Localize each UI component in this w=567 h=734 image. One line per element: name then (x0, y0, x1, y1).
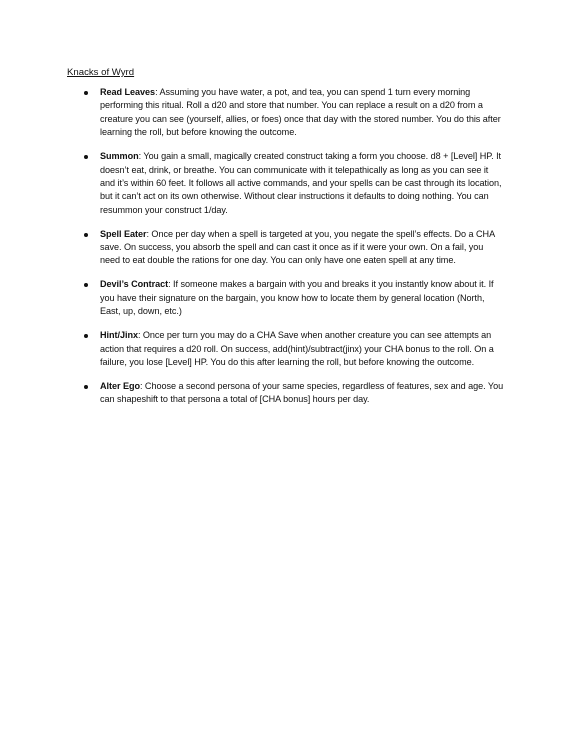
document-title: Knacks of Wyrd (67, 67, 135, 78)
item-name: Devil’s Contract (100, 279, 169, 290)
item-name: Read Leaves (100, 87, 156, 97)
item-name: Hint/Jinx (100, 330, 138, 341)
bullet-icon (84, 283, 88, 287)
item-description: : Once per turn you may do a CHA Save when another creature you can see attempts an action that requires a d20 roll. On success, add(hint)/subtract(jinx) your CHA bonus to the roll. On a failure, you lose [Level] HP. You do this after learning the roll, but before knowing the outcome. (100, 330, 494, 367)
item-name: Summon (100, 151, 139, 162)
item-name: Alter Ego (100, 380, 140, 391)
bullet-icon (84, 334, 88, 338)
list-item-read-leaves (100, 86, 505, 140)
item-name: Spell Eater (100, 228, 147, 239)
bullet-icon (84, 233, 88, 237)
item-description: : Once per day when a spell is targeted at you, you negate the spell’s effects. Do a CHA save. On success, you absorb the spell and can cast it once as if it were your own. On a fail, you need to eat double the rations for one day. You can only have one eaten spell at any time. (100, 228, 495, 266)
list-item-alter-ego (100, 380, 505, 407)
item-description: : Choose a second persona of your same species, regardless of features, sex and age. You can shapeshift to that persona a total of [CHA bonus] hours per day. (100, 380, 504, 405)
knacks-list (100, 86, 505, 417)
list-item-devils-contract (100, 278, 505, 318)
bullet-icon (84, 155, 88, 159)
item-description: : You gain a small, magically created construct taking a form you choose. d8 + [Level] HP. It doesn’t eat, drink, or breathe. You can communicate with it telepathically as long as you can see it and it’s within 60 feet. It follows all active commands, and your spells can be cast through its location, but it can’t act on its own otherwise. Without clear instructions it defaults to doing nothing. You can resummon your construct 1/day. (100, 151, 502, 215)
item-description: : If someone makes a bargain with you and breaks it you instantly know about it. If you have their signature on the bargain, you know how to locate them by general location (North, East, up, down, etc.) (100, 279, 494, 317)
list-item-summon (100, 150, 505, 217)
bullet-icon (84, 385, 88, 389)
item-description: : Assuming you have water, a pot, and tea, you can spend 1 turn every morning performing this ritual. Roll a d20 and store that number. You can replace a result on a d20 from a creature you can see (yourself, allies, or foes) once that day with the stored number. You do this after learning the roll, but before knowing the outcome. (100, 87, 501, 138)
list-item-spell-eater (100, 228, 505, 268)
list-item-hint-jinx (100, 329, 505, 369)
bullet-icon (84, 91, 88, 95)
